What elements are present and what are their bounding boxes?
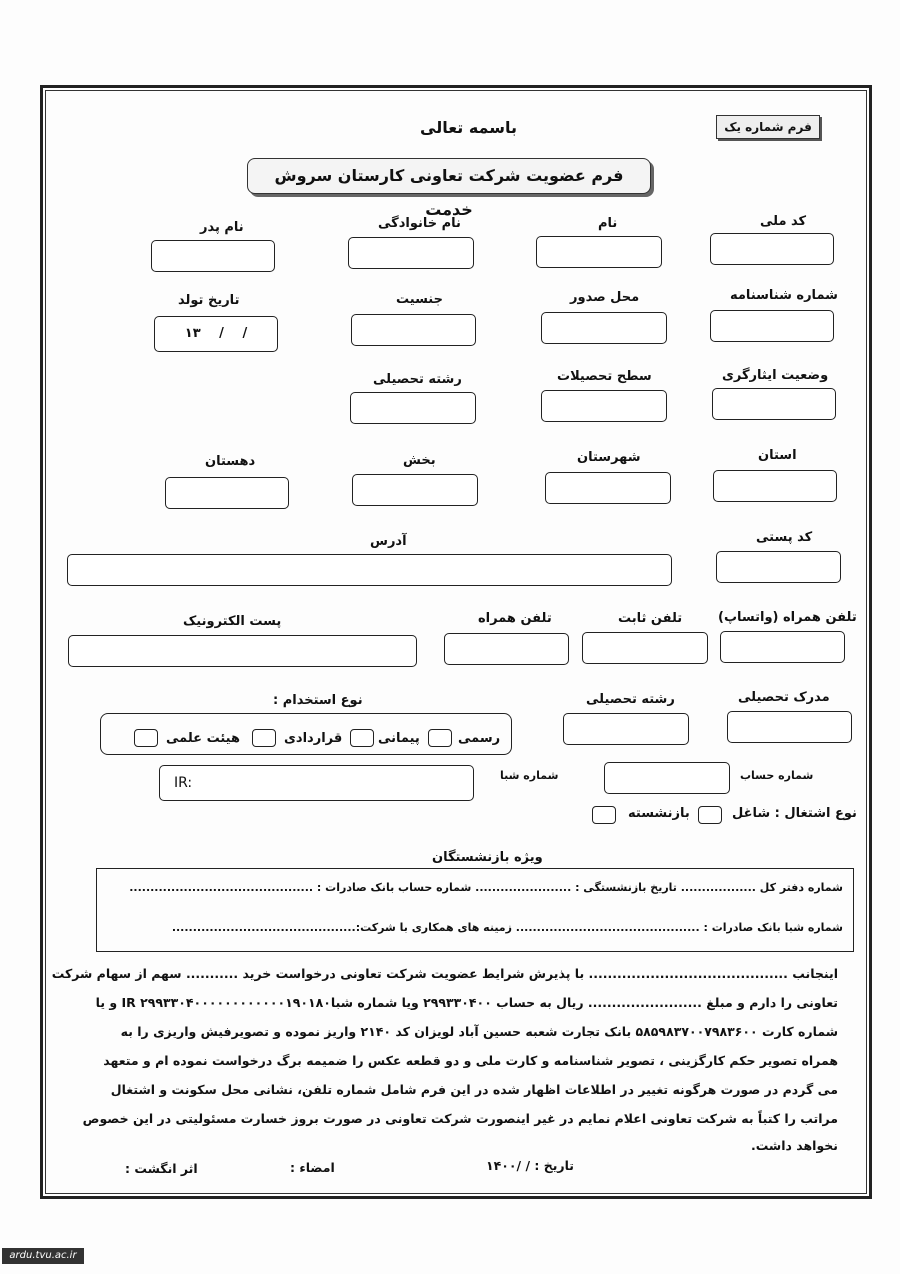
sheba-number-label: شماره شبا bbox=[500, 769, 559, 782]
district-label: بخش bbox=[403, 453, 436, 468]
email-label: پست الکترونیک bbox=[183, 614, 282, 629]
declaration-line-7: نخواهد داشت. bbox=[750, 1138, 838, 1153]
option-faculty-label: هیئت علمی bbox=[166, 731, 240, 746]
declaration-line-3: شماره کارت ۵۸۵۹۸۳۷۰۰۷۹۸۳۶۰۰ بانک تجارت شعبه حسین آباد لویزان کد ۲۱۴۰ واریز نموده و تصویرفیش واریزی را به bbox=[120, 1024, 838, 1039]
retirees-heading: ویژه بازنشستگان bbox=[432, 850, 543, 865]
account-number-field[interactable] bbox=[604, 762, 730, 794]
account-number-label: شماره حساب bbox=[740, 769, 814, 782]
declaration-line-6: مراتب را کتباً به شرکت تعاونی اعلام نمایم در غیر اینصورت شرکت تعاونی در صورت بروز خسارت مسئولیتی در این خصوص bbox=[82, 1111, 838, 1126]
degree-field[interactable] bbox=[727, 711, 852, 743]
father-name-field[interactable] bbox=[151, 240, 275, 272]
education-level-label: سطح تحصیلات bbox=[557, 369, 652, 384]
mobile-label: تلفن همراه bbox=[478, 611, 552, 626]
option-contractual-checkbox[interactable] bbox=[350, 729, 374, 747]
gender-label: جنسیت bbox=[396, 292, 443, 307]
retirees-line-2: شماره شبا بانک صادرات : ............................................ زمینه های همکاری با شرکت:............................................ bbox=[171, 921, 843, 934]
birth-date-field[interactable]: / / ۱۳ bbox=[154, 316, 278, 352]
village-field[interactable] bbox=[165, 477, 289, 509]
option-temporary-label: قراردادی bbox=[284, 731, 343, 746]
mobile-whatsapp-label: تلفن همراه (واتساپ) bbox=[718, 610, 857, 625]
retirees-box bbox=[96, 868, 854, 952]
veteran-status-label: وضعیت ایثارگری bbox=[722, 368, 829, 383]
declaration-line-5: می گردم در صورت هرگونه تغییر در اطلاعات اظهار شده در این فرم شامل شماره تلفن، نشانی محل سکونت و اشتغال bbox=[110, 1082, 838, 1097]
field-of-study-field[interactable] bbox=[350, 392, 476, 424]
city-label: شهرستان bbox=[577, 450, 641, 465]
employment-type-label: نوع استخدام : bbox=[273, 693, 363, 708]
employment-status-label: نوع اشتغال : شاغل bbox=[732, 806, 857, 821]
form-title: فرم عضویت شرکت تعاونی کارستان سروش خدمت bbox=[247, 158, 651, 194]
veteran-status-field[interactable] bbox=[712, 388, 836, 420]
landline-field[interactable] bbox=[582, 632, 708, 664]
option-faculty-checkbox[interactable] bbox=[134, 729, 158, 747]
gender-field[interactable] bbox=[351, 314, 476, 346]
watermark: ardu.tvu.ac.ir bbox=[2, 1248, 84, 1264]
address-label: آدرس bbox=[370, 534, 407, 549]
id-number-field[interactable] bbox=[710, 310, 834, 342]
first-name-label: نام bbox=[598, 216, 618, 231]
last-name-field[interactable] bbox=[348, 237, 474, 269]
mobile-whatsapp-field[interactable] bbox=[720, 631, 845, 663]
province-label: استان bbox=[758, 448, 797, 463]
postal-code-field[interactable] bbox=[716, 551, 841, 583]
option-contractual-label: پیمانی bbox=[378, 731, 420, 746]
landline-label: تلفن ثابت bbox=[618, 611, 683, 626]
id-number-label: شماره شناسنامه bbox=[730, 288, 838, 303]
national-code-label: کد ملی bbox=[760, 214, 807, 229]
degree-label: مدرک تحصیلی bbox=[738, 690, 830, 705]
signature-sign: امضاء : bbox=[290, 1160, 335, 1175]
postal-code-label: کد پستی bbox=[756, 530, 813, 545]
address-field[interactable] bbox=[67, 554, 672, 586]
option-official-label: رسمی bbox=[458, 731, 501, 746]
signature-date: تاریخ : / /۱۴۰۰ bbox=[486, 1158, 575, 1173]
national-code-field[interactable] bbox=[710, 233, 834, 265]
option-temporary-checkbox[interactable] bbox=[252, 729, 276, 747]
issue-place-field[interactable] bbox=[541, 312, 667, 344]
field-of-study-label: رشته تحصیلی bbox=[373, 372, 462, 387]
option-official-checkbox[interactable] bbox=[428, 729, 452, 747]
signature-fingerprint: اثر انگشت : bbox=[125, 1161, 198, 1176]
bismillah-title: باسمه تعالی bbox=[420, 118, 517, 137]
field-of-study-2-field[interactable] bbox=[563, 713, 689, 745]
education-level-field[interactable] bbox=[541, 390, 667, 422]
retirees-line-1: شماره دفتر کل .................. تاریخ بازنشستگی : ....................... شماره حساب بانک صادرات : ............................................ bbox=[129, 881, 843, 894]
city-field[interactable] bbox=[545, 472, 671, 504]
district-field[interactable] bbox=[352, 474, 478, 506]
employed-checkbox[interactable] bbox=[698, 806, 722, 824]
declaration-line-4: همراه تصویر حکم کارگزینی ، تصویر شناسنامه و کارت ملی و دو قطعه عکس را ضمیمه برگ درخواست نموده ام و متعهد bbox=[103, 1053, 838, 1068]
retired-checkbox[interactable] bbox=[592, 806, 616, 824]
email-field[interactable] bbox=[68, 635, 417, 667]
province-field[interactable] bbox=[713, 470, 837, 502]
form-number-badge: فرم شماره یک bbox=[716, 115, 820, 139]
sheba-prefix: IR: bbox=[174, 775, 193, 791]
mobile-field[interactable] bbox=[444, 633, 569, 665]
father-name-label: نام پدر bbox=[200, 220, 244, 235]
declaration-line-2: تعاونی را دارم و مبلغ ........................ ریال به حساب ۲۹۹۳۳۰۴۰۰ ویا شماره شبا۲۹۹۳۳۰۴۰۰۰۰۰۰۰۰۰۰۰۰۱۹۰۱۸۰ IR و یا bbox=[95, 995, 838, 1010]
first-name-field[interactable] bbox=[536, 236, 662, 268]
field-of-study-2-label: رشته تحصیلی bbox=[586, 692, 675, 707]
village-label: دهستان bbox=[205, 454, 256, 469]
retired-label: بازنشسته bbox=[628, 806, 690, 821]
issue-place-label: محل صدور bbox=[570, 290, 640, 305]
birth-date-label: تاریخ تولد bbox=[178, 293, 240, 308]
sheba-number-field[interactable] bbox=[159, 765, 474, 801]
declaration-line-1: اینجانب .......................................... با پذیرش شرایط عضویت شرکت تعاونی درخواست خرید ........... سهم از سهام شرکت bbox=[51, 966, 838, 981]
last-name-label: نام خانوادگی bbox=[378, 216, 461, 231]
